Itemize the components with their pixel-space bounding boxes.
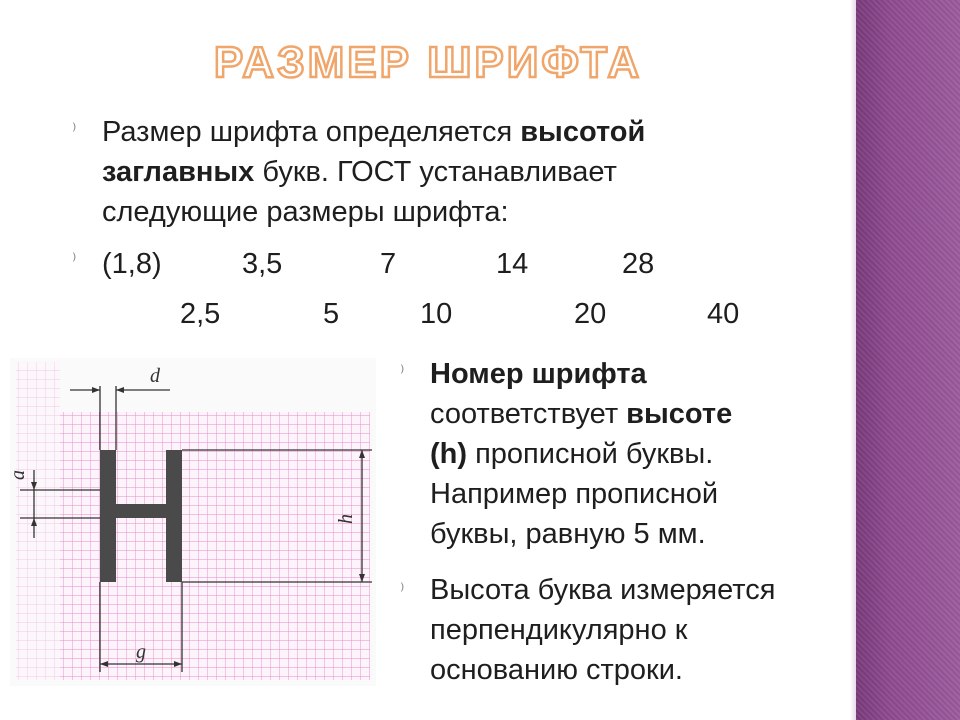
bullet-marker-icon: ⁾: [400, 362, 405, 383]
letter-h-dimension-figure: [0, 352, 380, 692]
size-value: 3,5: [242, 248, 283, 280]
bullet-marker-icon: ⁾: [72, 250, 77, 271]
bullet-marker-icon: ⁾: [72, 120, 77, 141]
sizes-row-1: [0, 244, 856, 284]
label-a: a: [7, 470, 29, 480]
sizes-row-2: [0, 294, 856, 334]
bullet-marker-icon: ⁾: [400, 580, 405, 601]
size-value: 5: [323, 298, 340, 330]
size-value: 2,5: [180, 298, 221, 330]
label-h: h: [335, 514, 357, 524]
slide-title: РАЗМЕР ШРИФТА: [213, 38, 643, 87]
size-value: 20: [574, 298, 607, 330]
size-value: (1,8): [102, 248, 162, 280]
bullet-font-number: Номер шрифта соответствует высоте (h) прописной буквы. Например прописной буквы, равную 5 мм.: [430, 358, 733, 550]
size-value: 14: [496, 248, 529, 280]
size-value: 40: [707, 298, 740, 330]
size-value: 10: [420, 298, 453, 330]
bullet-height-measure: Высота буква измеряется перпендикулярно к основанию строки.: [430, 574, 776, 686]
label-d: d: [150, 365, 160, 387]
decorative-side-band: [856, 0, 960, 720]
size-value: 28: [622, 248, 655, 280]
size-value: 7: [380, 248, 397, 280]
pink-grid-faded: [16, 362, 60, 680]
label-g: g: [136, 641, 146, 663]
bullet-font-size-definition: Размер шрифта определяется высотой заглавных букв. ГОСТ устанавливает следующие размеры шрифта:: [102, 116, 646, 228]
